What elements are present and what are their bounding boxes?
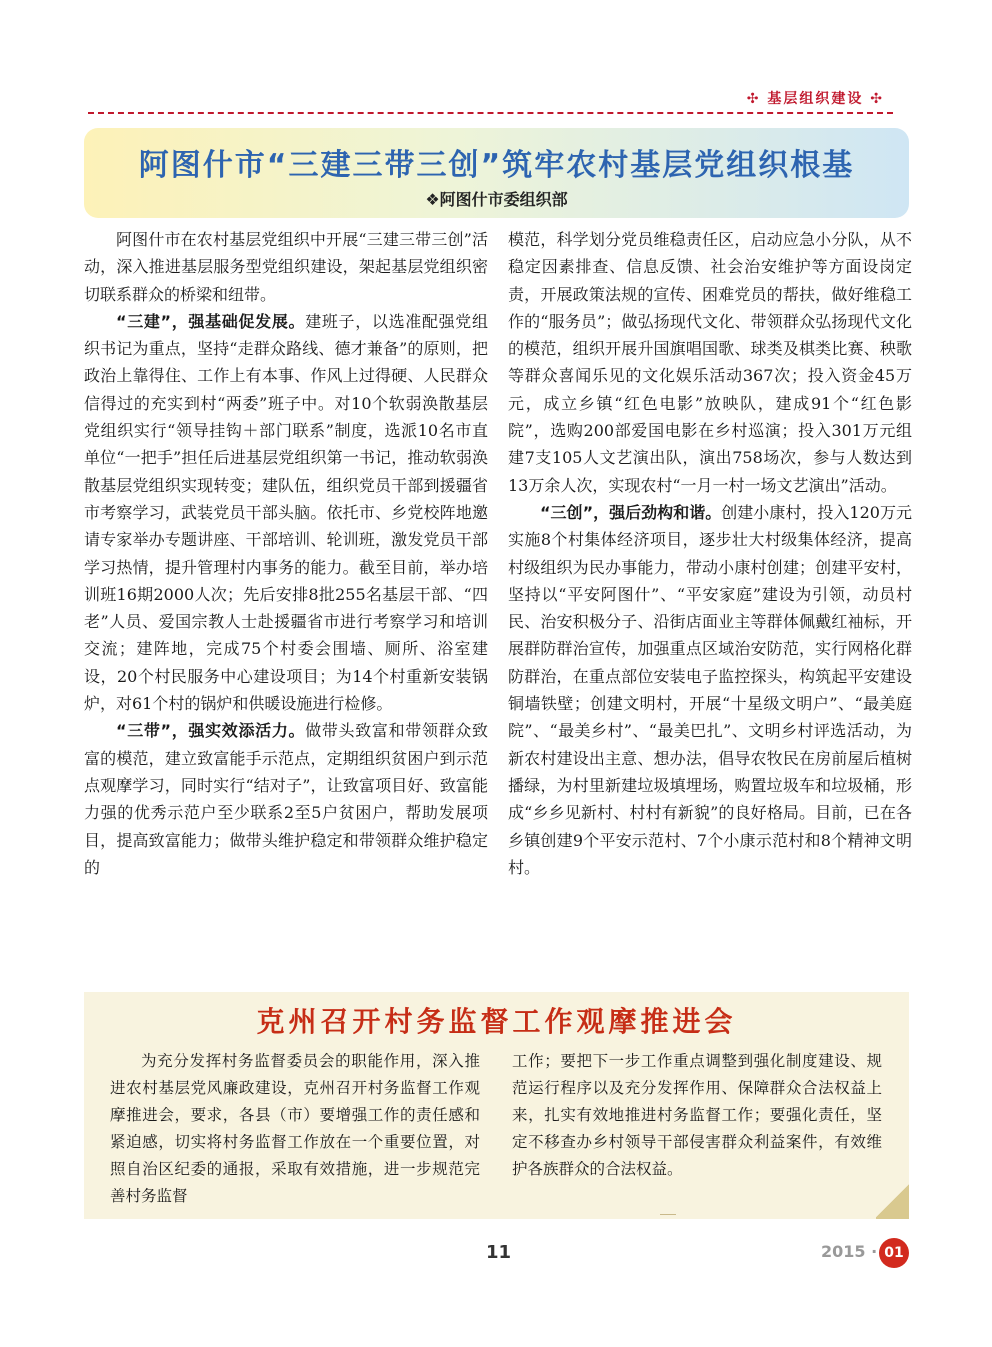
section-sanchuang bbox=[508, 499, 912, 881]
page-number: 11 bbox=[486, 1242, 512, 1263]
news-box-column-right bbox=[512, 1048, 882, 1183]
section-body: 创建小康村，投入120万元实施8个村集体经济项目，逐步壮大村级集体经济，提高村级组织为民办事能力，带动小康村创建；创建平安村，坚持以“平安阿图什”、“平安家庭”建设为引领，动员村民、治安积极分子、沿街店面业主等群体佩戴红袖标，开展群防群治宣传，加强重点区域治安防范，实行网格化群防群治，在重点部位安装电子监控探头，构筑起平安建设铜墙铁壁；创建文明村，开展“十星级文明户”、“最美庭院”、“最美乡村”、“最美巴扎”、文明乡村评选活动，为新农村建设出主意、想办法，倡导农牧民在房前屋后植树播绿，为村里新建垃圾填埋场，购置垃圾车和垃圾桶，形成“乡乡见新村、村村有新貌”的良好格局。目前，已在各乡镇创建9个平安示范村、7个小康示范村和8个精神文明村。 bbox=[508, 502, 912, 877]
news-box-text: 工作；要把下一步工作重点调整到强化制度建设、规范运行程序以及充分发挥作用、保障群众合法权益上来，扎实有效地推进村务监督工作；要强化责任，坚定不移查办乡村领导干部侵害群众利益案件，有效维护各族群众的合法权益。 bbox=[512, 1052, 882, 1178]
section-tag: ✣ 基层组织建设 ✣ bbox=[746, 91, 884, 107]
article-intro: 阿图什市在农村基层党组织中开展“三建三带三创”活动，深入推进基层服务型党组织建设，架起基层党组织密切联系群众的桥梁和纽带。 bbox=[84, 230, 488, 304]
section-sandai-continued: 模范，科学划分党员维稳责任区，启动应急小分队，从不稳定因素排查、信息反馈、社会治安维护等方面设岗定责，开展政策法规的宣传、困难党员的帮扶，做好维稳工作的“服务员”；做弘扬现代文化、带领群众弘扬现代文化的模范，组织开展升国旗唱国歌、球类及棋类比赛、秧歌等群众喜闻乐见的文化娱乐活动367次；投入资金45万元，成立乡镇“红色电影”放映队，建成91个“红色影院”，选购200部爱国电影在乡村巡演；投入301万元组建7支105人文艺演出队，演出758场次，参与人数达到13万余人次，实现农村“一月一村一场文艺演出”活动。 bbox=[508, 230, 912, 495]
issue-badge: 01 bbox=[879, 1238, 909, 1268]
header-rule bbox=[88, 112, 893, 114]
news-box-text: 为充分发挥村务监督委员会的职能作用，深入推进农村基层党风廉政建设，克州召开村务监督工作观摩推进会，要求，各县（市）要增强工作的责任感和紧迫感，切实将村务监督工作放在一个重要位置，对照自治区纪委的通报，采取有效措施，进一步规范完善村务监督 bbox=[110, 1052, 480, 1205]
section-body: 建班子，以选准配强党组织书记为重点，坚持“走群众路线、德才兼备”的原则，把政治上靠得住、工作上有本事、作风上过得硬、人民群众信得过的充实到村“两委”班子中。对10个软弱涣散基层党组织实行“领导挂钩＋部门联系”制度，选派10名市直单位“一把手”担任后进基层党组织第一书记，推动软弱涣散基层党组织实现转变；建队伍，组织党员干部到援疆省市考察学习，武装党员干部头脑。依托市、乡党校阵地邀请专家举办专题讲座、干部培训、轮训班，激发党员干部学习热情，提升管理村内事务的能力。截至目前，举办培训班16期2000人次；先后安排8批255名基层干部、“四老”人员、爱国宗教人士赴援疆省市进行考察学习和培训交流；建阵地，完成75个村委会围墙、厕所、浴室建设，20个村民服务中心建设项目；为14个村重新安装锅炉，对61个村的锅炉和供暖设施进行检修。 bbox=[84, 311, 488, 714]
article-byline: ❖阿图什市委组织部 bbox=[425, 190, 568, 209]
section-body: 做带头致富和带领群众致富的模范，建立致富能手示范点，定期组织贫困户到示范点观摩学习，同时实行“结对子”，让致富项目好、致富能力强的优秀示范户至少联系2至5户贫困户，帮助发展项目，提高致富能力；做带头维护稳定和带领群众维护稳定的 bbox=[84, 721, 488, 877]
section-sanjian bbox=[84, 308, 488, 717]
section-lead: “三建”，强基础促发展。 bbox=[116, 311, 306, 331]
divider bbox=[660, 1214, 676, 1215]
issue-year: 2015 · bbox=[821, 1242, 878, 1261]
news-box-title: 克州召开村务监督工作观摩推进会 bbox=[256, 1005, 737, 1038]
page-curl-corner bbox=[876, 1182, 909, 1219]
section-lead: “三创”，强后劲构和谐。 bbox=[540, 502, 722, 522]
section-sandai bbox=[84, 717, 488, 881]
article-column-left bbox=[84, 226, 488, 881]
article-column-right bbox=[508, 226, 912, 881]
article-title: 阿图什市“三建三带三创”筑牢农村基层党组织根基 bbox=[138, 148, 855, 183]
news-box-column-left bbox=[110, 1048, 480, 1210]
section-lead: “三带”，强实效添活力。 bbox=[116, 721, 306, 741]
